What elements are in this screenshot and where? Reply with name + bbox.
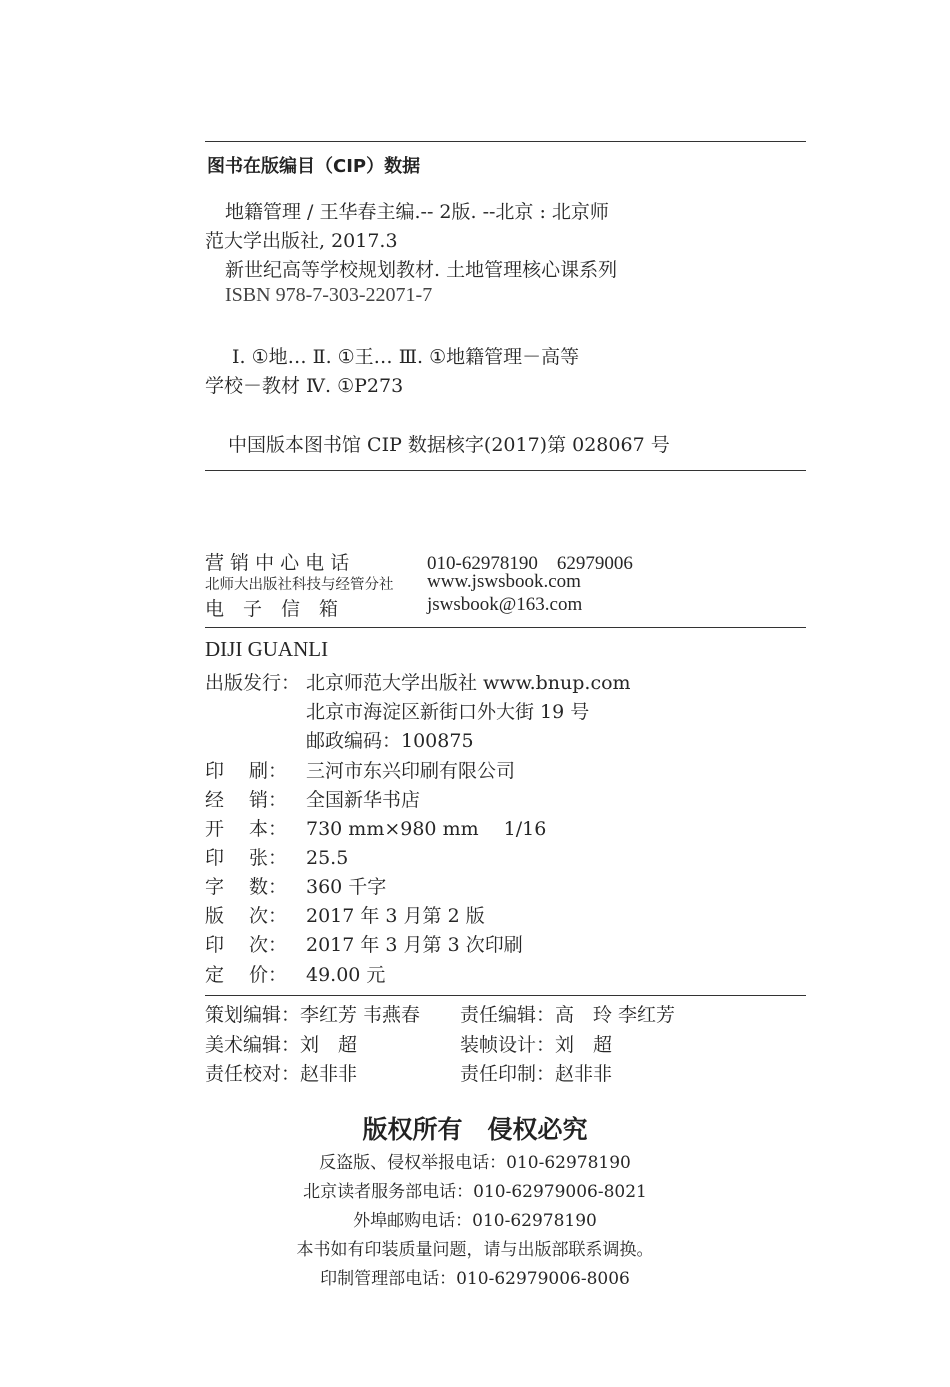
responsible-editor: 责任编辑：高 玲 李红芳 — [460, 1004, 676, 1026]
email-value: jswsbook@163.com — [427, 594, 583, 615]
cip-isbn: ISBN 978-7-303-22071-7 — [225, 284, 433, 306]
cip-record-number: 中国版本图书馆 CIP 数据核字(2017)第 028067 号 — [228, 434, 670, 456]
detail-row-wordcount: 字 数： 360 千字 — [205, 876, 387, 898]
price-value: 49.00 元 — [306, 964, 386, 986]
cip-heading: 图书在版编目（CIP）数据 — [207, 156, 421, 177]
cover-designer: 装帧设计：刘 超 — [460, 1034, 613, 1056]
distributor-value: 全国新华书店 — [306, 789, 421, 811]
contact-block — [205, 548, 805, 623]
detail-row-distribution: 经 销： 全国新华书店 — [205, 789, 421, 811]
proofreader: 责任校对：赵非非 — [205, 1063, 358, 1085]
address-value: 北京市海淀区新街口外大街 19 号 — [306, 701, 590, 723]
cip-classification-2: 学校－教材 Ⅳ. ①P273 — [205, 375, 404, 397]
contact-bottom-rule — [205, 627, 806, 628]
pinyin-title: DIJI GUANLI — [205, 637, 329, 661]
detail-row-price: 定 价： 49.00 元 — [205, 964, 386, 986]
detail-row-print: 印 刷： 三河市东兴印刷有限公司 — [205, 760, 516, 782]
branch-label: 北师大出版社科技与经管分社 — [205, 577, 394, 593]
mail-order-phone: 外埠邮购电话：010-62978190 — [353, 1211, 597, 1231]
format-value: 730 mm×980 mm 1/16 — [306, 818, 547, 840]
print-dept-phone: 印制管理部电话：010-62979006-8006 — [320, 1269, 630, 1289]
print-supervisor: 责任印制：赵非非 — [460, 1063, 613, 1085]
cip-line-2: 范大学出版社, 2017.3 — [205, 230, 398, 252]
sheets-value: 25.5 — [306, 847, 349, 869]
reader-service-phone: 北京读者服务部电话：010-62979006-8021 — [303, 1182, 647, 1202]
postcode-value: 邮政编码：100875 — [306, 730, 474, 752]
piracy-hotline: 反盗版、侵权举报电话：010-62978190 — [319, 1153, 631, 1173]
detail-row-edition: 版 次： 2017 年 3 月第 2 版 — [205, 905, 485, 927]
detail-row-sheets: 印 张： 25.5 — [205, 847, 349, 869]
cip-classification-1: Ⅰ. ①地… Ⅱ. ①王… Ⅲ. ①地籍管理－高等 — [232, 346, 580, 368]
planning-editor: 策划编辑：李红芳 韦燕春 — [205, 1004, 421, 1026]
publisher-value: 北京师范大学出版社 www.bnup.com — [306, 672, 631, 694]
edition-value: 2017 年 3 月第 2 版 — [306, 905, 485, 927]
publisher-row — [205, 668, 631, 695]
branch-website: www.jswsbook.com — [427, 571, 581, 592]
detail-row-impression: 印 次： 2017 年 3 月第 3 次印刷 — [205, 934, 523, 956]
sales-phone-value: 010-62978190 62979006 — [427, 553, 633, 574]
copyright-title: 版权所有 侵权必究 — [362, 1115, 588, 1144]
details-bottom-rule — [205, 995, 806, 996]
sales-phone-label: 营 销 中 心 电 话 — [205, 552, 350, 574]
cip-line-3: 新世纪高等学校规划教材. 土地管理核心课系列 — [225, 259, 618, 281]
top-rule — [205, 141, 806, 142]
postcode-row — [205, 726, 474, 753]
printer-value: 三河市东兴印刷有限公司 — [306, 760, 516, 782]
email-label: 电 子 信 箱 — [205, 598, 339, 620]
art-editor: 美术编辑：刘 超 — [205, 1034, 358, 1056]
publisher-label: 出版发行： — [205, 672, 301, 694]
wordcount-value: 360 千字 — [306, 876, 387, 898]
detail-row-format: 开 本： 730 mm×980 mm 1/16 — [205, 818, 547, 840]
address-row — [205, 697, 589, 724]
quality-notice: 本书如有印装质量问题，请与出版部联系调换。 — [296, 1240, 654, 1260]
impression-value: 2017 年 3 月第 3 次印刷 — [306, 934, 523, 956]
cip-line-1: 地籍管理 / 王华春主编.-- 2版. --北京 : 北京师 — [225, 201, 609, 223]
cip-bottom-rule — [205, 470, 806, 471]
